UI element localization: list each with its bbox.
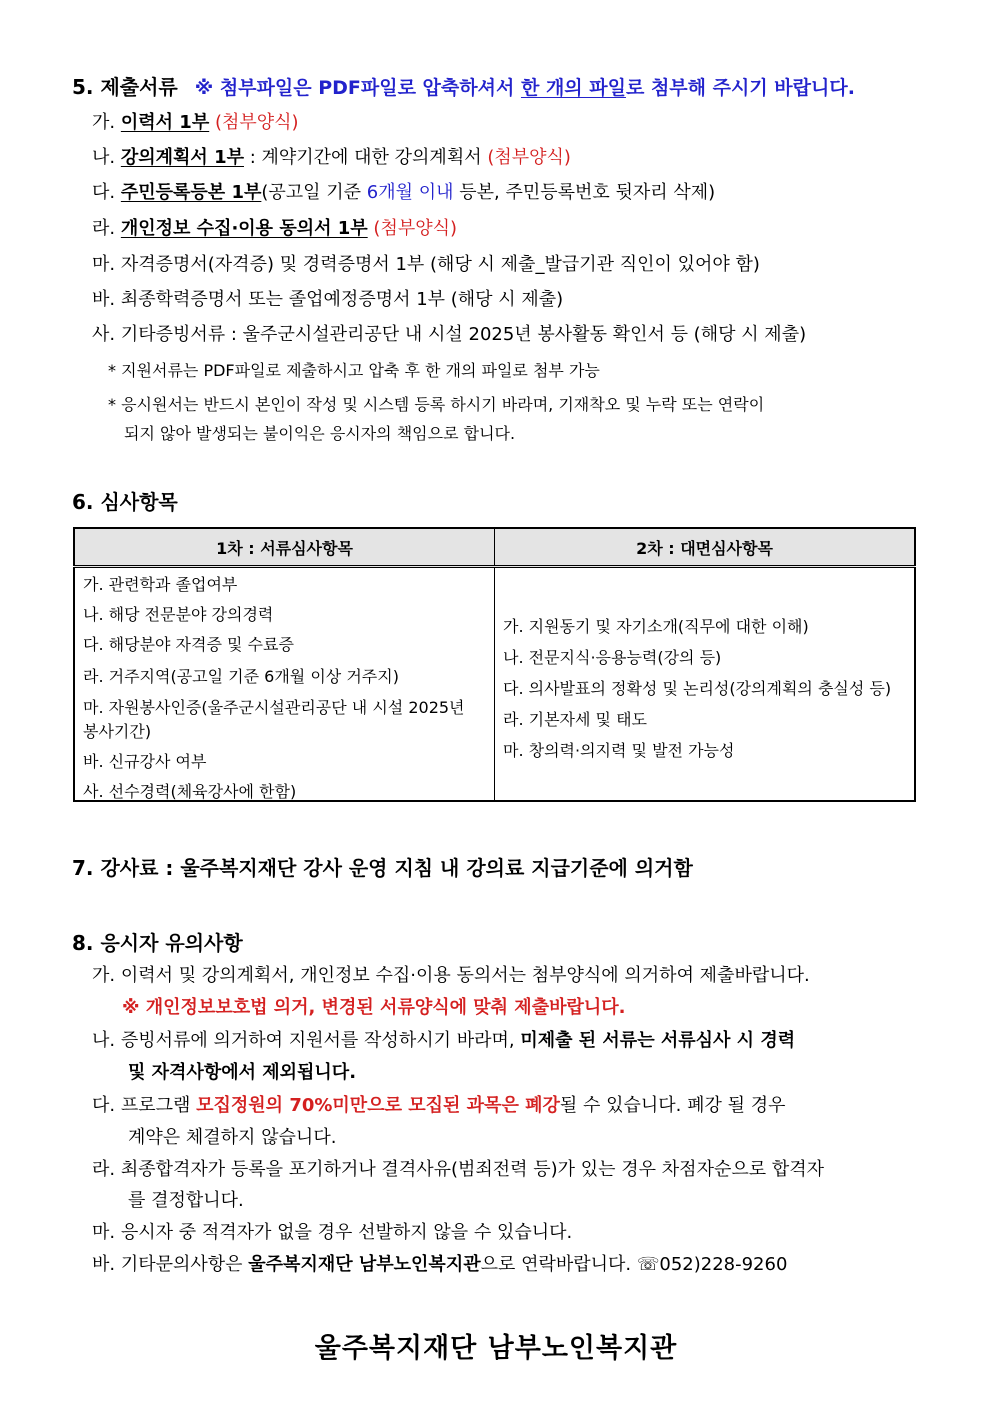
note-star-1: * 지원서류는 PDF파일로 제출하시고 압축 후 한 개의 파일로 첨부 가능 (108, 361, 600, 380)
doc-item-na: 나. 강의계획서 1부 : 계약기간에 대한 강의계획서 (첨부양식) (92, 147, 571, 168)
review-left-item: 다. 해당분야 자격증 및 수료증 (83, 635, 294, 654)
notice-ga-note: ※ 개인정보보호법 의거, 변경된 서류양식에 맞춰 제출바랍니다. (122, 997, 626, 1018)
notice-da-cont: 계약은 체결하지 않습니다. (128, 1127, 337, 1148)
doc-item-ba: 바. 최종학력증명서 또는 졸업예정증명서 1부 (해당 시 제출) (92, 289, 564, 310)
doc-item-ra: 라. 개인정보 수집·이용 동의서 1부 (첨부양식) (92, 218, 458, 239)
doc-item-ga: 가. 이력서 1부 (첨부양식) (92, 112, 299, 133)
review-table (73, 527, 916, 802)
footer-organization: 울주복지재단 남부노인복지관 (314, 1333, 678, 1364)
notice-ma: 마. 응시자 중 적격자가 없을 경우 선발하지 않을 수 있습니다. (92, 1222, 573, 1243)
doc-item-sa: 사. 기타증빙서류 : 울주군시설관리공단 내 시설 2025년 봉사활동 확인서 등 (해당 시 제출) (92, 324, 807, 345)
review-left-item: 봉사기간) (83, 722, 152, 741)
review-left-item: 마. 자원봉사인증(울주군시설관리공단 내 시설 2025년 (83, 698, 465, 717)
notice-na: 나. 증빙서류에 의거하여 지원서를 작성하시기 바라며, 미제출 된 서류는 서류심사 시 경력 (92, 1030, 796, 1051)
section-8-title: 8. 응시자 유의사항 (72, 931, 243, 955)
review-left-item: 사. 선수경력(체육강사에 한함) (83, 782, 297, 801)
section-6-title: 6. 심사항목 (72, 490, 178, 514)
section-5-note: ※ 첨부파일은 PDF파일로 압축하셔서 한 개의 파일로 첨부해 주시기 바랍니다. (194, 77, 855, 99)
review-right-item: 마. 창의력·의지력 및 발전 가능성 (503, 741, 735, 760)
notice-da: 다. 프로그램 모집정원의 70%미만으로 모집된 과목은 폐강될 수 있습니다. 폐강 될 경우 (92, 1095, 786, 1116)
notice-na-cont: 및 자격사항에서 제외됩니다. (128, 1062, 357, 1083)
review-col-1: 1차 : 서류심사항목 (74, 528, 495, 567)
section-5-title: 5. 제출서류 (72, 75, 178, 99)
section-5-heading (72, 71, 855, 100)
note-star-2: * 응시원서는 반드시 본인이 작성 및 시스템 등록 하시기 바라며, 기재착오 및 누락 또는 연락이 (108, 395, 765, 414)
notice-ba: 바. 기타문의사항은 울주복지재단 남부노인복지관으로 연락바랍니다. ☏052)228-9260 (92, 1254, 788, 1275)
review-left-item: 라. 거주지역(공고일 기준 6개월 이상 거주지) (83, 667, 399, 686)
note-star-2-cont: 되지 않아 발생되는 불이익은 응시자의 책임으로 합니다. (124, 424, 516, 443)
review-right-item: 다. 의사발표의 정확성 및 논리성(강의계획의 충실성 등) (503, 679, 892, 698)
doc-item-ma: 마. 자격증명서(자격증) 및 경력증명서 1부 (해당 시 제출_발급기관 직인이 있어야 함) (92, 254, 760, 275)
review-left-cell (74, 567, 495, 802)
review-left-item: 가. 관련학과 졸업여부 (83, 575, 238, 594)
review-right-item: 라. 기본자세 및 태도 (503, 710, 647, 729)
notice-ga: 가. 이력서 및 강의계획서, 개인정보 수집·이용 동의서는 첨부양식에 의거하여 제출바랍니다. (92, 965, 810, 986)
doc-item-da: 다. 주민등록등본 1부(공고일 기준 6개월 이내 등본, 주민등록번호 뒷자리 삭제) (92, 182, 716, 203)
section-7-title: 7. 강사료 : 울주복지재단 강사 운영 지침 내 강의료 지급기준에 의거함 (72, 856, 693, 880)
review-left-item: 바. 신규강사 여부 (83, 752, 207, 771)
review-left-item: 나. 해당 전문분야 강의경력 (83, 605, 274, 624)
notice-ra-cont: 를 결정합니다. (128, 1190, 244, 1211)
review-right-item: 가. 지원동기 및 자기소개(직무에 대한 이해) (503, 617, 809, 636)
review-col-2: 2차 : 대면심사항목 (495, 528, 916, 567)
notice-ra: 라. 최종합격자가 등록을 포기하거나 결격사유(범죄전력 등)가 있는 경우 차점자순으로 합격자 (92, 1159, 825, 1180)
review-right-item: 나. 전문지식·응용능력(강의 등) (503, 648, 722, 667)
review-right-cell (495, 567, 916, 802)
